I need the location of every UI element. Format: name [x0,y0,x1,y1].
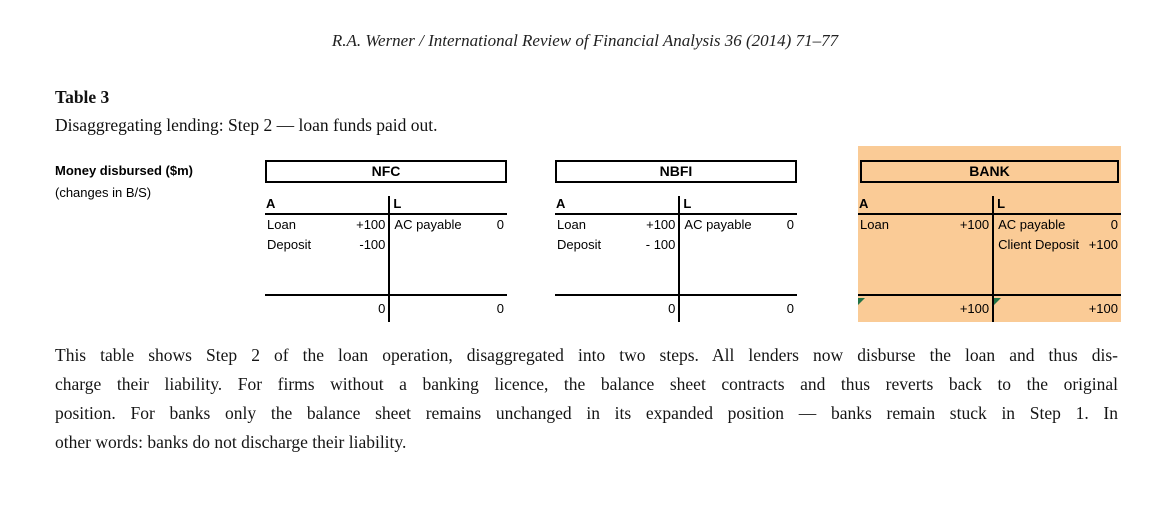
note-line: charge their liability. For firms without a banking licence, the balance sheet contracts and thus reverts back to the original [55,374,1118,394]
note-line: This table shows Step 2 of the loan operation, disaggregated into two steps. All lenders now disburse the loan and thus dis- [55,345,1118,365]
liability-label: AC payable [684,217,752,232]
liability-row [680,215,797,235]
column-spacer [555,255,678,294]
table-label: Table 3 [55,87,110,107]
asset-row [555,235,678,255]
assets-total [858,294,992,322]
liability-row [994,235,1121,255]
assets-total: 0 [555,294,678,322]
account-panel-nfc [265,146,507,322]
account-panel-nbfi [555,146,797,322]
asset-label: Loan [557,217,586,232]
account-title-nbfi: NBFI [555,160,797,183]
note-line: position. For banks only the balance sheet remains unchanged in its expanded position — banks remain stuck in Step 1. In [55,403,1118,423]
column-spacer [994,255,1121,294]
bs-changes-line: (changes in B/S) [55,185,152,200]
assets-total-value: +100 [959,301,990,316]
liability-label: AC payable [394,217,462,232]
liability-row [390,215,507,235]
assets-column [265,196,388,322]
asset-row [858,215,992,235]
assets-column [858,196,992,322]
asset-value: +100 [356,217,386,232]
column-spacer [390,235,507,294]
liability-value: +100 [1088,237,1118,252]
asset-value: +100 [959,217,990,232]
note-line: other words: banks do not discharge their liability. [55,432,407,452]
assets-header: A [858,196,992,215]
liabilities-total: 0 [390,294,507,322]
journal-citation: R.A. Werner / International Review of Financial Analysis 36 (2014) 71–77 [331,31,839,50]
liabilities-column [992,196,1121,322]
assets-column [555,196,678,322]
account-title-bank: BANK [860,160,1119,183]
asset-label: Deposit [267,237,312,252]
liability-value: 0 [1110,217,1118,232]
liabilities-header: L [994,196,1121,215]
liability-row [994,215,1121,235]
balance-sheet-figure [0,146,1170,322]
column-spacer [265,255,388,294]
column-spacer [680,235,797,294]
table-caption: Disaggregating lending: Step 2 — loan funds paid out. [55,115,438,135]
table-note [55,341,1118,457]
t-account-nfc [265,196,507,322]
t-account-bank [858,196,1121,322]
money-disbursed-label [55,160,193,204]
liability-value: 0 [496,217,504,232]
liabilities-header: L [390,196,507,215]
green-corner-flag-icon [994,298,1001,305]
assets-total: 0 [265,294,388,322]
asset-value: -100 [359,237,386,252]
column-spacer [858,235,992,294]
liability-value: 0 [786,217,794,232]
assets-header: A [555,196,678,215]
account-panel-bank [858,146,1121,322]
money-disbursed-line: Money disbursed ($m) [55,163,193,178]
liabilities-column [388,196,507,322]
assets-header: A [265,196,388,215]
asset-row [265,215,388,235]
asset-value: - 100 [645,237,676,252]
asset-label: Loan [267,217,296,232]
liabilities-column [678,196,797,322]
liabilities-header: L [680,196,797,215]
t-account-nbfi [555,196,797,322]
account-title-nfc: NFC [265,160,507,183]
liabilities-total [994,294,1121,322]
asset-row [555,215,678,235]
liabilities-total-value: +100 [1088,301,1118,316]
green-corner-flag-icon [858,298,865,305]
asset-label: Deposit [557,237,602,252]
liability-label: Client Deposit [998,237,1080,252]
liabilities-total: 0 [680,294,797,322]
asset-value: +100 [646,217,676,232]
asset-row [265,235,388,255]
asset-label: Loan [860,217,889,232]
liability-label: AC payable [998,217,1066,232]
